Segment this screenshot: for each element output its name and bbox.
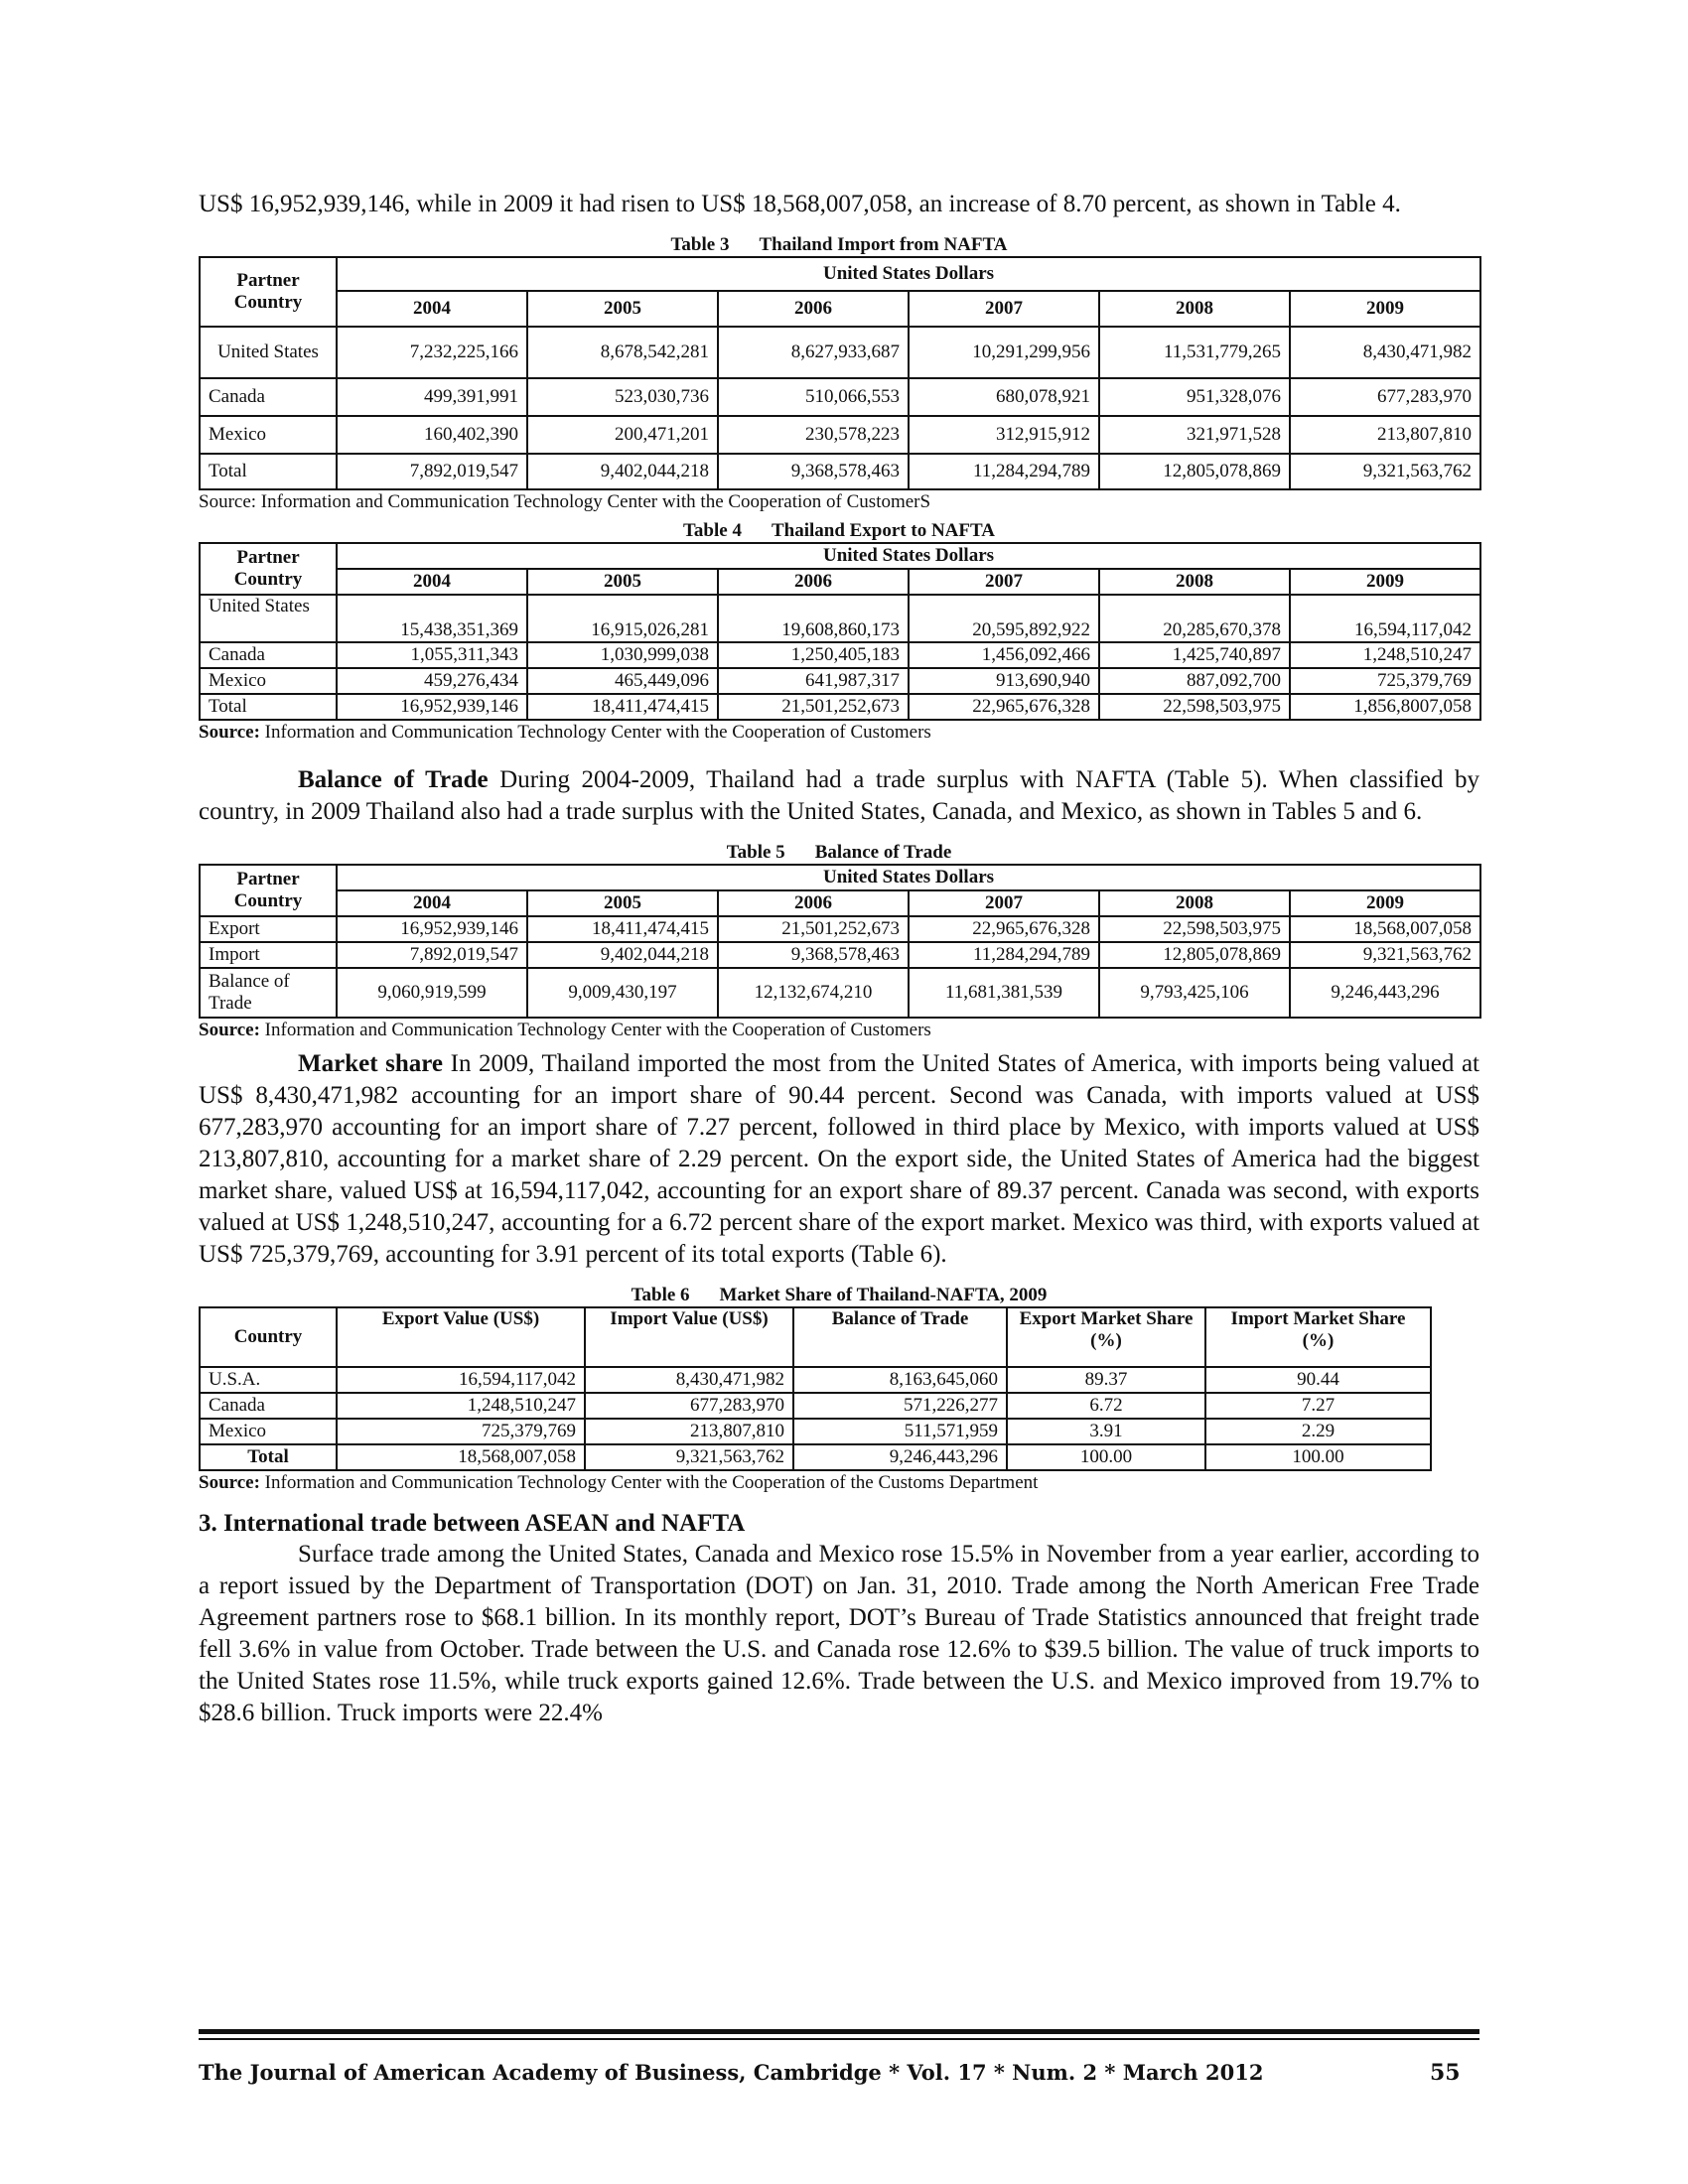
table-row — [200, 968, 1480, 1018]
cell: 8,627,933,687 — [718, 327, 909, 378]
cell: 16,952,939,146 — [337, 916, 527, 942]
intro-paragraph: US$ 16,952,939,146, while in 2009 it had risen to US$ 18,568,007,058, an increase of 8.70 percent, as shown in Table 4. — [199, 191, 1401, 217]
table3-year: 2005 — [527, 291, 718, 327]
row-label: United States — [200, 595, 337, 642]
market-paragraph — [199, 1048, 1479, 1271]
table3-source: Source: Information and Communication Technology Center with the Cooperation of CustomerS — [199, 491, 931, 512]
cell: 22,598,503,975 — [1099, 694, 1290, 720]
cell: 7.27 — [1205, 1393, 1431, 1419]
footer-rule-thick — [199, 2029, 1479, 2034]
source-text: Information and Communication Technology Center with the Cooperation of Customers — [259, 722, 931, 743]
cell: 9,321,563,762 — [1290, 942, 1480, 968]
table6-number: Table 6 — [631, 1285, 690, 1305]
cell: 1,856,8007,058 — [1290, 694, 1480, 720]
cell: 8,678,542,281 — [527, 327, 718, 378]
table6-header: Import Value (US$) — [585, 1307, 793, 1367]
cell: 1,030,999,038 — [527, 642, 718, 668]
cell: 913,690,940 — [909, 668, 1099, 694]
page-body — [199, 189, 1479, 1729]
table3-year: 2007 — [909, 291, 1099, 327]
table5-source — [199, 1019, 1479, 1042]
cell: 100.00 — [1205, 1444, 1431, 1470]
row-label: Canada — [200, 378, 337, 416]
cell: 16,952,939,146 — [337, 694, 527, 720]
table-row — [200, 916, 1480, 942]
cell: 1,248,510,247 — [337, 1393, 585, 1419]
footer-rule-thin — [199, 2038, 1479, 2040]
cell: 951,328,076 — [1099, 378, 1290, 416]
row-label: United States — [200, 327, 337, 378]
row-label: Canada — [200, 642, 337, 668]
cell: 200,471,201 — [527, 416, 718, 454]
cell: 18,568,007,058 — [1290, 916, 1480, 942]
balance-lead: Balance of Trade — [298, 766, 489, 793]
market-text: In 2009, Thailand imported the most from the United States of America, with imports being valued at US$ 8,430,471,982 accounting for an import share of 90.44 percent. Second was Canada, with imports valued at US$ 677,283,970 accounting for an import share of 7.27 percent, followed in third place by Mexico, with imports valued at US$ 213,807,810, accounting for a market share of 2.29 percent. On the export side, the United States of America had the biggest market share, valued US$ at 16,594,117,042, accounting for an export share of 89.37 percent. Canada was second, with exports valued at US$ 1,248,510,247, accounting for a 6.72 percent share of the export market. Mexico was third, with exports valued at US$ 725,379,769, accounting for 3.91 percent of its total exports (Table 6). — [199, 1050, 1479, 1268]
table6-header: Export Market Share (%) — [1007, 1307, 1205, 1367]
cell: 230,578,223 — [718, 416, 909, 454]
table-row — [200, 378, 1480, 416]
cell: 8,163,645,060 — [793, 1367, 1007, 1393]
footer-journal: The Journal of American Academy of Business, Cambridge * Vol. 17 * Num. 2 * March 2012 — [199, 2060, 1264, 2085]
row-label: Balance of Trade — [200, 968, 337, 1018]
cell: 11,531,779,265 — [1099, 327, 1290, 378]
cell: 213,807,810 — [585, 1419, 793, 1444]
table5-year: 2005 — [527, 890, 718, 916]
cell: 22,598,503,975 — [1099, 916, 1290, 942]
table3-number: Table 3 — [670, 234, 730, 255]
cell: 20,595,892,922 — [909, 595, 1099, 642]
cell: 22,965,676,328 — [909, 916, 1099, 942]
cell: 12,132,674,210 — [718, 968, 909, 1018]
cell: 499,391,991 — [337, 378, 527, 416]
cell: 641,987,317 — [718, 668, 909, 694]
table4-year: 2007 — [909, 569, 1099, 595]
cell: 11,284,294,789 — [909, 454, 1099, 489]
cell: 16,594,117,042 — [1290, 595, 1480, 642]
table-row — [200, 1419, 1431, 1444]
table6-header: Import Market Share (%) — [1205, 1307, 1431, 1367]
table4-usd-header: United States Dollars — [337, 543, 1480, 569]
cell: 7,232,225,166 — [337, 327, 527, 378]
row-label: Total — [200, 454, 337, 489]
row-label: Total — [200, 1444, 337, 1470]
table5-number: Table 5 — [726, 842, 785, 863]
cell: 511,571,959 — [793, 1419, 1007, 1444]
cell: 9,246,443,296 — [793, 1444, 1007, 1470]
cell: 465,449,096 — [527, 668, 718, 694]
table3-year: 2009 — [1290, 291, 1480, 327]
table4-partner-header: Partner Country — [200, 543, 337, 595]
cell: 100.00 — [1007, 1444, 1205, 1470]
cell: 160,402,390 — [337, 416, 527, 454]
cell: 523,030,736 — [527, 378, 718, 416]
cell: 7,892,019,547 — [337, 942, 527, 968]
cell: 321,971,528 — [1099, 416, 1290, 454]
table3 — [199, 256, 1481, 490]
table4-title: Thailand Export to NAFTA — [771, 520, 995, 541]
cell: 18,411,474,415 — [527, 916, 718, 942]
cell: 16,915,026,281 — [527, 595, 718, 642]
source-text: Information and Communication Technology Center with the Cooperation of the Customs Department — [259, 1472, 1039, 1493]
table-row — [200, 642, 1480, 668]
cell: 3.91 — [1007, 1419, 1205, 1444]
table5-year: 2008 — [1099, 890, 1290, 916]
table3-partner-header: Partner Country — [200, 257, 337, 327]
table4-caption — [199, 520, 1479, 542]
cell: 16,594,117,042 — [337, 1367, 585, 1393]
page-number: 55 — [1430, 2060, 1461, 2086]
source-text: Information and Communication Technology Center with the Cooperation of Customers — [259, 1020, 931, 1040]
cell: 1,425,740,897 — [1099, 642, 1290, 668]
table3-title: Thailand Import from NAFTA — [759, 234, 1008, 255]
cell: 18,568,007,058 — [337, 1444, 585, 1470]
table-row — [200, 595, 1480, 642]
table5-partner-header: Partner Country — [200, 865, 337, 916]
table5-year: 2006 — [718, 890, 909, 916]
balance-paragraph — [199, 764, 1479, 828]
cell: 9,402,044,218 — [527, 942, 718, 968]
cell: 887,092,700 — [1099, 668, 1290, 694]
table3-year: 2006 — [718, 291, 909, 327]
cell: 1,248,510,247 — [1290, 642, 1480, 668]
row-label: Mexico — [200, 416, 337, 454]
cell: 510,066,553 — [718, 378, 909, 416]
table4-year: 2005 — [527, 569, 718, 595]
cell: 9,321,563,762 — [1290, 454, 1480, 489]
table6-source — [199, 1471, 1479, 1495]
table4-year: 2006 — [718, 569, 909, 595]
cell: 680,078,921 — [909, 378, 1099, 416]
cell: 677,283,970 — [585, 1393, 793, 1419]
table6-title: Market Share of Thailand-NAFTA, 2009 — [719, 1285, 1048, 1305]
cell: 725,379,769 — [1290, 668, 1480, 694]
cell: 7,892,019,547 — [337, 454, 527, 489]
cell: 8,430,471,982 — [585, 1367, 793, 1393]
row-label: Export — [200, 916, 337, 942]
table-row — [200, 668, 1480, 694]
section-heading: 3. International trade between ASEAN and NAFTA — [199, 1510, 746, 1537]
cell: 12,805,078,869 — [1099, 454, 1290, 489]
table-row — [200, 1393, 1431, 1419]
cell: 1,456,092,466 — [909, 642, 1099, 668]
section3-paragraph: Surface trade among the United States, Canada and Mexico rose 15.5% in November from a year earlier, according to a report issued by the Department of Transportation (DOT) on Jan. 31, 2010. Trade among the North American Free Trade Agreement partners rose to $68.1 billion. In its monthly report, DOT’s Bureau of Trade Statistics announced that freight trade fell 3.6% in value from October. Trade between the U.S. and Canada rose 12.6% to $39.5 billion. The value of truck imports to the United States rose 11.5%, while truck exports gained 12.6%. Trade between the U.S. and Mexico improved from 19.7% to $28.6 billion. Truck imports were 22.4% — [199, 1541, 1479, 1726]
table5-title: Balance of Trade — [814, 842, 952, 863]
cell: 22,965,676,328 — [909, 694, 1099, 720]
cell: 2.29 — [1205, 1419, 1431, 1444]
table6-header: Export Value (US$) — [337, 1307, 585, 1367]
table5-usd-header: United States Dollars — [337, 865, 1480, 890]
table3-caption — [199, 234, 1479, 256]
cell: 9,009,430,197 — [527, 968, 718, 1018]
table5-year: 2007 — [909, 890, 1099, 916]
cell: 459,276,434 — [337, 668, 527, 694]
cell: 571,226,277 — [793, 1393, 1007, 1419]
table6 — [199, 1306, 1432, 1471]
table5 — [199, 864, 1481, 1019]
table6-caption — [199, 1285, 1479, 1306]
table5-year: 2009 — [1290, 890, 1480, 916]
table-row — [200, 1367, 1431, 1393]
cell: 9,402,044,218 — [527, 454, 718, 489]
cell: 9,793,425,106 — [1099, 968, 1290, 1018]
table-row — [200, 694, 1480, 720]
cell: 10,291,299,956 — [909, 327, 1099, 378]
row-label: Total — [200, 694, 337, 720]
cell: 21,501,252,673 — [718, 916, 909, 942]
source-label: Source: — [199, 1020, 260, 1040]
table6-header: Balance of Trade — [793, 1307, 1007, 1367]
cell: 11,284,294,789 — [909, 942, 1099, 968]
cell: 90.44 — [1205, 1367, 1431, 1393]
cell: 312,915,912 — [909, 416, 1099, 454]
cell: 12,805,078,869 — [1099, 942, 1290, 968]
row-label: Canada — [200, 1393, 337, 1419]
table4-year: 2004 — [337, 569, 527, 595]
table3-year: 2004 — [337, 291, 527, 327]
balance-text: During 2004-2009, Thailand had a trade surplus with NAFTA (Table 5). When classified by country, in 2009 Thailand also had a trade surplus with the United States, Canada, and Mexico, as shown in Tables 5 and 6. — [199, 766, 1479, 825]
table5-caption — [199, 842, 1479, 864]
source-label: Source: — [199, 1472, 260, 1493]
cell: 19,608,860,173 — [718, 595, 909, 642]
source-label: Source: — [199, 722, 260, 743]
table-row — [200, 327, 1480, 378]
cell: 677,283,970 — [1290, 378, 1480, 416]
table-row — [200, 454, 1480, 489]
market-lead: Market share — [298, 1050, 444, 1077]
table-row — [200, 942, 1480, 968]
cell: 1,250,405,183 — [718, 642, 909, 668]
table3-year: 2008 — [1099, 291, 1290, 327]
cell: 11,681,381,539 — [909, 968, 1099, 1018]
cell: 21,501,252,673 — [718, 694, 909, 720]
row-label: Import — [200, 942, 337, 968]
cell: 9,060,919,599 — [337, 968, 527, 1018]
cell: 89.37 — [1007, 1367, 1205, 1393]
cell: 20,285,670,378 — [1099, 595, 1290, 642]
cell: 1,055,311,343 — [337, 642, 527, 668]
table4-year: 2009 — [1290, 569, 1480, 595]
table4-year: 2008 — [1099, 569, 1290, 595]
cell: 725,379,769 — [337, 1419, 585, 1444]
table5-year: 2004 — [337, 890, 527, 916]
cell: 9,368,578,463 — [718, 454, 909, 489]
cell: 8,430,471,982 — [1290, 327, 1480, 378]
table4-source — [199, 721, 1479, 745]
cell: 9,368,578,463 — [718, 942, 909, 968]
table6-header: Country — [200, 1307, 337, 1367]
table4-number: Table 4 — [682, 520, 742, 541]
table4 — [199, 542, 1481, 721]
cell: 9,321,563,762 — [585, 1444, 793, 1470]
cell: 15,438,351,369 — [337, 595, 527, 642]
table-row — [200, 416, 1480, 454]
cell: 6.72 — [1007, 1393, 1205, 1419]
cell: 213,807,810 — [1290, 416, 1480, 454]
row-label: Mexico — [200, 668, 337, 694]
row-label: Mexico — [200, 1419, 337, 1444]
cell: 9,246,443,296 — [1290, 968, 1480, 1018]
cell: 18,411,474,415 — [527, 694, 718, 720]
row-label: U.S.A. — [200, 1367, 337, 1393]
table-row — [200, 1444, 1431, 1470]
table3-usd-header: United States Dollars — [337, 257, 1480, 291]
